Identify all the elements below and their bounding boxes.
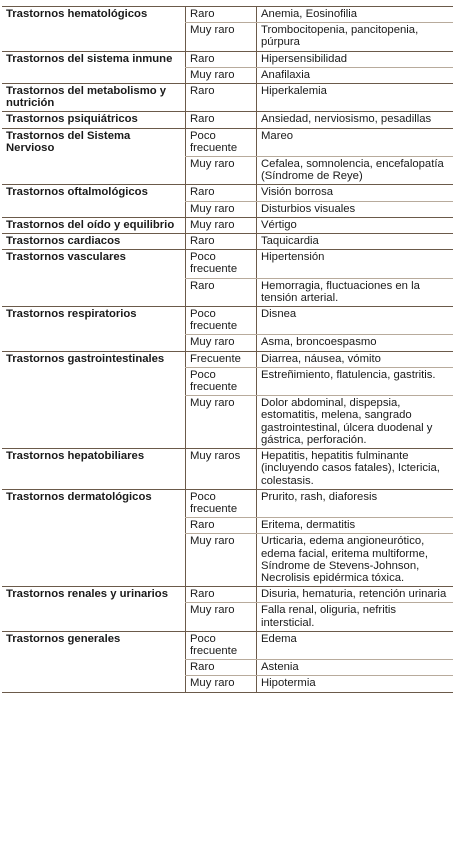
organ-system-cell: Trastornos dermatológicos: [2, 489, 186, 586]
effects-cell: Diarrea, náusea, vómito: [257, 351, 454, 367]
organ-system-cell: Trastornos respiratorios: [2, 307, 186, 352]
effects-cell: Anemia, Eosinofilia: [257, 7, 454, 23]
frequency-cell: Muy raro: [186, 534, 257, 587]
effects-cell: Hepatitis, hepatitis fulminante (incluyendo casos fatales), Ictericia, colestasis.: [257, 449, 454, 490]
organ-system-cell: Trastornos psiquiátricos: [2, 112, 186, 128]
effects-cell: Asma, broncoespasmo: [257, 335, 454, 351]
frequency-cell: Poco frecuente: [186, 307, 257, 335]
effects-cell: Hipotermia: [257, 676, 454, 692]
table-row: [2, 307, 453, 335]
frequency-cell: Raro: [186, 518, 257, 534]
frequency-cell: Muy raro: [186, 676, 257, 692]
frequency-cell: Muy raro: [186, 217, 257, 233]
effects-cell: Trombocitopenia, pancitopenia, púrpura: [257, 23, 454, 51]
frequency-cell: Muy raros: [186, 449, 257, 490]
frequency-cell: Raro: [186, 278, 257, 306]
effects-cell: Disnea: [257, 307, 454, 335]
frequency-cell: Raro: [186, 185, 257, 201]
frequency-cell: Raro: [186, 234, 257, 250]
effects-cell: Estreñimiento, flatulencia, gastritis.: [257, 367, 454, 395]
organ-system-cell: Trastornos cardiacos: [2, 234, 186, 250]
table-row: [2, 7, 453, 23]
effects-cell: Urticaria, edema angioneurótico, edema facial, eritema multiforme, Síndrome de Stevens-Johnson, Necrolisis epidérmica tóxica.: [257, 534, 454, 587]
effects-cell: Ansiedad, nerviosismo, pesadillas: [257, 112, 454, 128]
effects-cell: Disuria, hematuria, retención urinaria: [257, 587, 454, 603]
organ-system-cell: Trastornos del oído y equilibrio: [2, 217, 186, 233]
organ-system-cell: Trastornos generales: [2, 631, 186, 692]
organ-system-cell: Trastornos del metabolismo y nutrición: [2, 84, 186, 112]
adverse-effects-table: [2, 6, 453, 693]
organ-system-cell: Trastornos vasculares: [2, 250, 186, 307]
table-row: [2, 217, 453, 233]
organ-system-cell: Trastornos gastrointestinales: [2, 351, 186, 448]
frequency-cell: Poco frecuente: [186, 250, 257, 278]
frequency-cell: Frecuente: [186, 351, 257, 367]
organ-system-cell: Trastornos del Sistema Nervioso: [2, 128, 186, 185]
table-row: [2, 587, 453, 603]
frequency-cell: Raro: [186, 7, 257, 23]
frequency-cell: Raro: [186, 51, 257, 67]
frequency-cell: Raro: [186, 660, 257, 676]
effects-cell: Hipersensibilidad: [257, 51, 454, 67]
effects-cell: Astenia: [257, 660, 454, 676]
effects-cell: Disturbios visuales: [257, 201, 454, 217]
table-row: [2, 185, 453, 201]
frequency-cell: Muy raro: [186, 603, 257, 631]
effects-cell: Dolor abdominal, dispepsia, estomatitis, melena, sangrado gastrointestinal, úlcera duodenal y gástrica, perforación.: [257, 396, 454, 449]
frequency-cell: Poco frecuente: [186, 128, 257, 156]
effects-cell: Anafilaxia: [257, 67, 454, 83]
effects-cell: Vértigo: [257, 217, 454, 233]
effects-cell: Falla renal, oliguria, nefritis intersticial.: [257, 603, 454, 631]
organ-system-cell: Trastornos hepatobiliares: [2, 449, 186, 490]
organ-system-cell: Trastornos del sistema inmune: [2, 51, 186, 83]
table-row: [2, 128, 453, 156]
table-row: [2, 449, 453, 490]
frequency-cell: Muy raro: [186, 67, 257, 83]
table-row: [2, 351, 453, 367]
effects-cell: Mareo: [257, 128, 454, 156]
table-row: [2, 489, 453, 517]
table-row: [2, 631, 453, 659]
effects-cell: Hemorragia, fluctuaciones en la tensión arterial.: [257, 278, 454, 306]
effects-cell: Cefalea, somnolencia, encefalopatía (Síndrome de Reye): [257, 157, 454, 185]
frequency-cell: Muy raro: [186, 335, 257, 351]
effects-cell: Hipertensión: [257, 250, 454, 278]
frequency-cell: Muy raro: [186, 157, 257, 185]
frequency-cell: Muy raro: [186, 23, 257, 51]
frequency-cell: Raro: [186, 112, 257, 128]
table-row: [2, 84, 453, 112]
frequency-cell: Muy raro: [186, 201, 257, 217]
frequency-cell: Muy raro: [186, 396, 257, 449]
effects-cell: Visión borrosa: [257, 185, 454, 201]
effects-cell: Eritema, dermatitis: [257, 518, 454, 534]
table-row: [2, 250, 453, 278]
frequency-cell: Poco frecuente: [186, 631, 257, 659]
organ-system-cell: Trastornos oftalmológicos: [2, 185, 186, 217]
frequency-cell: Poco frecuente: [186, 489, 257, 517]
table-row: [2, 51, 453, 67]
organ-system-cell: Trastornos renales y urinarios: [2, 587, 186, 632]
effects-cell: Prurito, rash, diaforesis: [257, 489, 454, 517]
effects-cell: Taquicardia: [257, 234, 454, 250]
frequency-cell: Poco frecuente: [186, 367, 257, 395]
frequency-cell: Raro: [186, 587, 257, 603]
effects-cell: Edema: [257, 631, 454, 659]
table-row: [2, 234, 453, 250]
adverse-effects-table-body: [2, 7, 453, 693]
frequency-cell: Raro: [186, 84, 257, 112]
table-row: [2, 112, 453, 128]
effects-cell: Hiperkalemia: [257, 84, 454, 112]
organ-system-cell: Trastornos hematológicos: [2, 7, 186, 52]
